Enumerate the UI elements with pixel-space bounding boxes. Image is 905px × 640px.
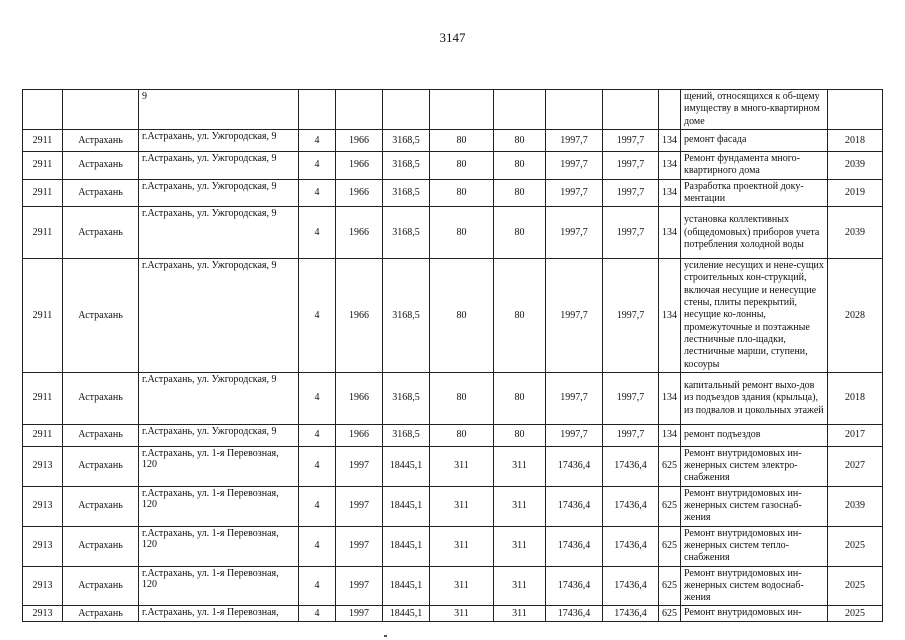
cell-count-2: 311 (494, 526, 546, 566)
cell-year: 1966 (336, 259, 383, 373)
cell-year: 1966 (336, 179, 383, 207)
cell-city: Астрахань (63, 526, 139, 566)
cell-count-2: 311 (494, 566, 546, 606)
cell-year: 1997 (336, 446, 383, 486)
cell-year: 1997 (336, 526, 383, 566)
cell-work: Ремонт внутридомовых ин-женерных систем водоснаб-жения (681, 566, 828, 606)
cell-id: 2913 (23, 566, 63, 606)
cell-year: 1997 (336, 486, 383, 526)
cell-city: Астрахань (63, 179, 139, 207)
cell-city: Астрахань (63, 486, 139, 526)
cell-area-2: 1997,7 (603, 152, 659, 180)
cell-area-1: 1997,7 (546, 259, 603, 373)
cell-count-1: 80 (430, 152, 494, 180)
cell-work: Ремонт внутридомовых ин- (681, 606, 828, 621)
cell-count-1: 80 (430, 179, 494, 207)
table-row (23, 486, 883, 526)
cell-area-2: 1997,7 (603, 207, 659, 259)
cell-count-2: 80 (494, 372, 546, 424)
table-row (23, 566, 883, 606)
cell-area-total: 18445,1 (383, 486, 430, 526)
cell-area-total: 3168,5 (383, 130, 430, 152)
table-row (23, 179, 883, 207)
cell-area-2: 1997,7 (603, 372, 659, 424)
continuation-row (23, 90, 883, 130)
cell-count-1: 80 (430, 207, 494, 259)
cell-area-total: 3168,5 (383, 179, 430, 207)
cell-area-2: 1997,7 (603, 130, 659, 152)
cell-work: Разработка проектной доку-ментации (681, 179, 828, 207)
cell-area-2: 1997,7 (603, 424, 659, 446)
cell-work: капитальный ремонт выхо-дов из подъездов здания (крыльца), из подвалов и цокольных этажей (681, 372, 828, 424)
page-number: 3147 (439, 30, 466, 45)
cell-id: 2913 (23, 486, 63, 526)
cell-plan-year: 2039 (828, 207, 883, 259)
cell-floors (299, 90, 336, 130)
cell-work: ремонт фасада (681, 130, 828, 152)
cell-count-2: 311 (494, 486, 546, 526)
cell-year: 1966 (336, 130, 383, 152)
cell-count-2: 311 (494, 446, 546, 486)
table-row (23, 526, 883, 566)
cell-address: г.Астрахань, ул. Ужгородская, 9 (139, 152, 299, 180)
cell-area-total: 3168,5 (383, 207, 430, 259)
cell-city: Астрахань (63, 372, 139, 424)
cell-address: г.Астрахань, ул. Ужгородская, 9 (139, 207, 299, 259)
cell-work: Ремонт внутридомовых ин-женерных систем тепло-снабжения (681, 526, 828, 566)
cell-city: Астрахань (63, 130, 139, 152)
cell-area-total (383, 90, 430, 130)
cell-count-2: 80 (494, 179, 546, 207)
cell-floors: 4 (299, 424, 336, 446)
cell-residents: 625 (659, 486, 681, 526)
cell-count-1: 311 (430, 446, 494, 486)
cell-floors: 4 (299, 130, 336, 152)
cell-residents: 134 (659, 372, 681, 424)
cell-area-1: 1997,7 (546, 179, 603, 207)
cell-residents: 134 (659, 130, 681, 152)
table-row (23, 207, 883, 259)
cell-city: Астрахань (63, 606, 139, 621)
cell-work: Ремонт внутридомовых ин-женерных систем электро-снабжения (681, 446, 828, 486)
cell-area-2: 17436,4 (603, 606, 659, 621)
cell-address: г.Астрахань, ул. 1-я Перевозная, 120 (139, 566, 299, 606)
cell-area-1: 1997,7 (546, 424, 603, 446)
cell-count-2: 80 (494, 152, 546, 180)
cell-id: 2913 (23, 446, 63, 486)
table-row (23, 372, 883, 424)
cell-floors: 4 (299, 486, 336, 526)
cell-id: 2911 (23, 372, 63, 424)
table-row (23, 130, 883, 152)
cell-floors: 4 (299, 526, 336, 566)
cell-plan-year: 2025 (828, 566, 883, 606)
cell-area-total: 18445,1 (383, 526, 430, 566)
cell-area-1: 17436,4 (546, 446, 603, 486)
cell-address: 9 (139, 90, 299, 130)
cell-city (63, 90, 139, 130)
cell-address: г.Астрахань, ул. 1-я Перевозная, 120 (139, 446, 299, 486)
cell-count-1: 311 (430, 566, 494, 606)
cell-id: 2911 (23, 207, 63, 259)
cell-address: г.Астрахань, ул. Ужгородская, 9 (139, 372, 299, 424)
cell-count-1: 311 (430, 486, 494, 526)
cell-id: 2911 (23, 152, 63, 180)
cell-city: Астрахань (63, 424, 139, 446)
cell-residents: 625 (659, 526, 681, 566)
cell-residents: 134 (659, 152, 681, 180)
cell-area-total: 18445,1 (383, 446, 430, 486)
cell-area-1 (546, 90, 603, 130)
cell-residents: 625 (659, 446, 681, 486)
cell-plan-year: 2018 (828, 130, 883, 152)
cell-id: 2913 (23, 606, 63, 621)
cell-year (336, 90, 383, 130)
cell-count-1: 311 (430, 606, 494, 621)
scan-mark (384, 635, 387, 637)
cell-id: 2911 (23, 259, 63, 373)
cell-area-1: 17436,4 (546, 486, 603, 526)
cell-work: Ремонт фундамента много-квартирного дома (681, 152, 828, 180)
cell-area-2: 17436,4 (603, 566, 659, 606)
cell-area-2: 1997,7 (603, 259, 659, 373)
cell-work: установка коллективных (общедомовых) приборов учета потребления холодной воды (681, 207, 828, 259)
cell-area-total: 3168,5 (383, 259, 430, 373)
cell-year: 1966 (336, 207, 383, 259)
cell-area-2: 17436,4 (603, 446, 659, 486)
cell-area-2: 17436,4 (603, 486, 659, 526)
cell-floors: 4 (299, 259, 336, 373)
cell-area-1: 17436,4 (546, 566, 603, 606)
cell-residents: 134 (659, 207, 681, 259)
cell-address: г.Астрахань, ул. 1-я Перевозная, 120 (139, 526, 299, 566)
cell-count-1: 311 (430, 526, 494, 566)
cell-count-2: 80 (494, 130, 546, 152)
cell-work: Ремонт внутридомовых ин-женерных систем газоснаб-жения (681, 486, 828, 526)
cell-city: Астрахань (63, 152, 139, 180)
cell-year: 1997 (336, 606, 383, 621)
table-row (23, 446, 883, 486)
cell-id: 2911 (23, 130, 63, 152)
cell-year: 1966 (336, 424, 383, 446)
cell-count-2: 80 (494, 207, 546, 259)
housing-repair-table (22, 89, 883, 622)
cell-year: 1997 (336, 566, 383, 606)
cell-area-total: 18445,1 (383, 606, 430, 621)
cell-residents: 625 (659, 566, 681, 606)
table-row (23, 606, 883, 621)
cell-area-1: 1997,7 (546, 152, 603, 180)
cell-count-2: 311 (494, 606, 546, 621)
cell-count-1 (430, 90, 494, 130)
table-row (23, 424, 883, 446)
cell-area-1: 17436,4 (546, 526, 603, 566)
cell-id: 2911 (23, 424, 63, 446)
cell-floors: 4 (299, 446, 336, 486)
cell-city: Астрахань (63, 259, 139, 373)
cell-city: Астрахань (63, 207, 139, 259)
cell-year: 1966 (336, 152, 383, 180)
cell-plan-year: 2019 (828, 179, 883, 207)
cell-floors: 4 (299, 152, 336, 180)
cell-plan-year: 2025 (828, 606, 883, 621)
cell-address: г.Астрахань, ул. Ужгородская, 9 (139, 259, 299, 373)
cell-area-2 (603, 90, 659, 130)
cell-residents: 134 (659, 259, 681, 373)
table-row (23, 152, 883, 180)
cell-plan-year: 2039 (828, 486, 883, 526)
cell-area-1: 1997,7 (546, 372, 603, 424)
cell-work: ремонт подъездов (681, 424, 828, 446)
cell-address: г.Астрахань, ул. Ужгородская, 9 (139, 130, 299, 152)
cell-area-total: 18445,1 (383, 566, 430, 606)
table-body (23, 90, 883, 622)
cell-count-1: 80 (430, 259, 494, 373)
cell-work: щений, относящихся к об-щему имуществу в много-квартирном доме (681, 90, 828, 130)
cell-work: усиление несущих и нене-сущих строительных кон-струкций, включая несущие и ненесущие стены, плиты перекрытий, несущие ко-лонны, промежуточные и поэтажные лестничные пло-щадки, лестничные марши, ступени, косоуры (681, 259, 828, 373)
cell-residents (659, 90, 681, 130)
cell-area-2: 17436,4 (603, 526, 659, 566)
cell-address: г.Астрахань, ул. Ужгородская, 9 (139, 424, 299, 446)
cell-address: г.Астрахань, ул. 1-я Перевозная, (139, 606, 299, 621)
cell-floors: 4 (299, 179, 336, 207)
cell-count-1: 80 (430, 424, 494, 446)
cell-plan-year: 2025 (828, 526, 883, 566)
cell-count-1: 80 (430, 372, 494, 424)
cell-city: Астрахань (63, 566, 139, 606)
cell-area-1: 1997,7 (546, 207, 603, 259)
cell-floors: 4 (299, 207, 336, 259)
cell-plan-year: 2028 (828, 259, 883, 373)
cell-count-2: 80 (494, 424, 546, 446)
cell-id: 2913 (23, 526, 63, 566)
cell-plan-year: 2027 (828, 446, 883, 486)
table-row (23, 259, 883, 373)
cell-area-total: 3168,5 (383, 372, 430, 424)
cell-year: 1966 (336, 372, 383, 424)
cell-area-2: 1997,7 (603, 179, 659, 207)
cell-floors: 4 (299, 566, 336, 606)
cell-city: Астрахань (63, 446, 139, 486)
cell-area-total: 3168,5 (383, 424, 430, 446)
cell-residents: 134 (659, 424, 681, 446)
cell-residents: 134 (659, 179, 681, 207)
cell-plan-year: 2018 (828, 372, 883, 424)
cell-floors: 4 (299, 372, 336, 424)
cell-address: г.Астрахань, ул. Ужгородская, 9 (139, 179, 299, 207)
cell-count-2: 80 (494, 259, 546, 373)
cell-residents: 625 (659, 606, 681, 621)
cell-plan-year: 2017 (828, 424, 883, 446)
cell-floors: 4 (299, 606, 336, 621)
cell-area-total: 3168,5 (383, 152, 430, 180)
cell-plan-year (828, 90, 883, 130)
cell-count-2 (494, 90, 546, 130)
cell-area-1: 17436,4 (546, 606, 603, 621)
cell-id (23, 90, 63, 130)
cell-address: г.Астрахань, ул. 1-я Перевозная, 120 (139, 486, 299, 526)
cell-plan-year: 2039 (828, 152, 883, 180)
cell-count-1: 80 (430, 130, 494, 152)
cell-id: 2911 (23, 179, 63, 207)
cell-area-1: 1997,7 (546, 130, 603, 152)
